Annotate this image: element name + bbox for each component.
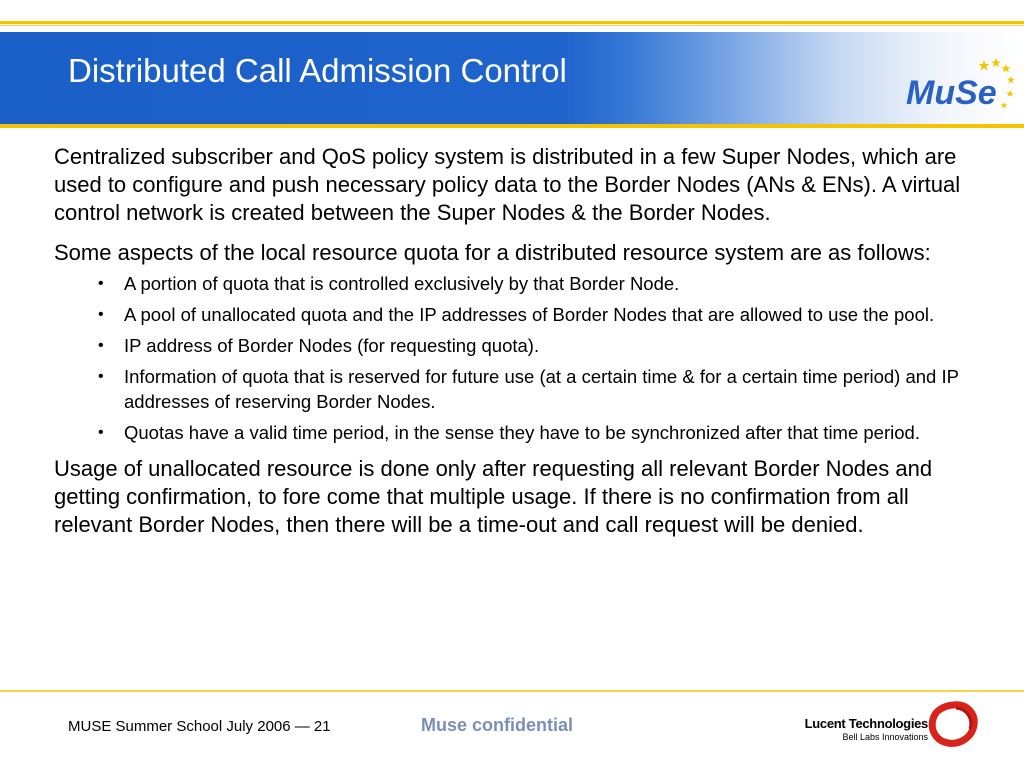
footer-event-page: MUSE Summer School July 2006 — 21 <box>68 718 331 735</box>
list-item <box>98 271 984 296</box>
top-gold-line <box>0 21 1024 24</box>
bullet-icon: • <box>98 424 104 441</box>
company-sub: Bell Labs Innovations <box>842 732 928 742</box>
bullet-icon: • <box>98 275 104 292</box>
footer-confidential: Muse confidential <box>421 715 574 735</box>
bullet-text: IP address of Border Nodes (for requesting quota). <box>124 335 540 356</box>
header-gold-line <box>0 124 1024 128</box>
top-thin-line <box>0 25 1024 26</box>
footer-divider <box>0 690 1024 692</box>
slide-title: Distributed Call Admission Control <box>68 52 567 89</box>
top-strip <box>0 0 1024 22</box>
bullet-icon: • <box>98 368 104 385</box>
bullet-text: Quotas have a valid time period, in the sense they have to be synchronized after that time period. <box>124 422 920 443</box>
lucent-ring-icon <box>926 700 980 748</box>
bullet-text: A portion of quota that is controlled exclusively by that Border Node. <box>124 273 680 294</box>
svg-text:MuSe: MuSe <box>906 74 997 112</box>
list-item <box>98 333 984 358</box>
bullet-text: A pool of unallocated quota and the IP addresses of Border Nodes that are allowed to use the pool. <box>124 304 935 325</box>
bullet-text: Information of quota that is reserved for future use (at a certain time & for a certain time period) and IP addresses of reserving Border Nodes. <box>124 366 959 412</box>
list-item <box>98 364 984 414</box>
closing-paragraph: Usage of unallocated resource is done only after requesting all relevant Border Nodes and getting confirmation, to fore come that multiple usage. If there is no confirmation from all relevant Border Nodes, then there will be a time-out and call request will be denied. <box>54 456 933 537</box>
bullet-icon: • <box>98 337 104 354</box>
paragraph-1: Centralized subscriber and QoS policy system is distributed in a few Super Nodes, which are used to configure and push necessary policy data to the Border Nodes (ANs & ENs). A virtual control network is created between the Super Nodes & the Border Nodes. <box>54 144 961 225</box>
muse-logo <box>900 54 1018 124</box>
list-item <box>98 420 984 445</box>
slide-body <box>54 143 984 551</box>
lucent-logo-text <box>792 716 928 746</box>
list-item <box>98 302 984 327</box>
company-name: Lucent Technologies <box>804 716 928 731</box>
paragraph-2: Some aspects of the local resource quota for a distributed resource system are as follows: <box>54 240 931 265</box>
bullet-list <box>98 271 984 445</box>
bullet-icon: • <box>98 306 104 323</box>
